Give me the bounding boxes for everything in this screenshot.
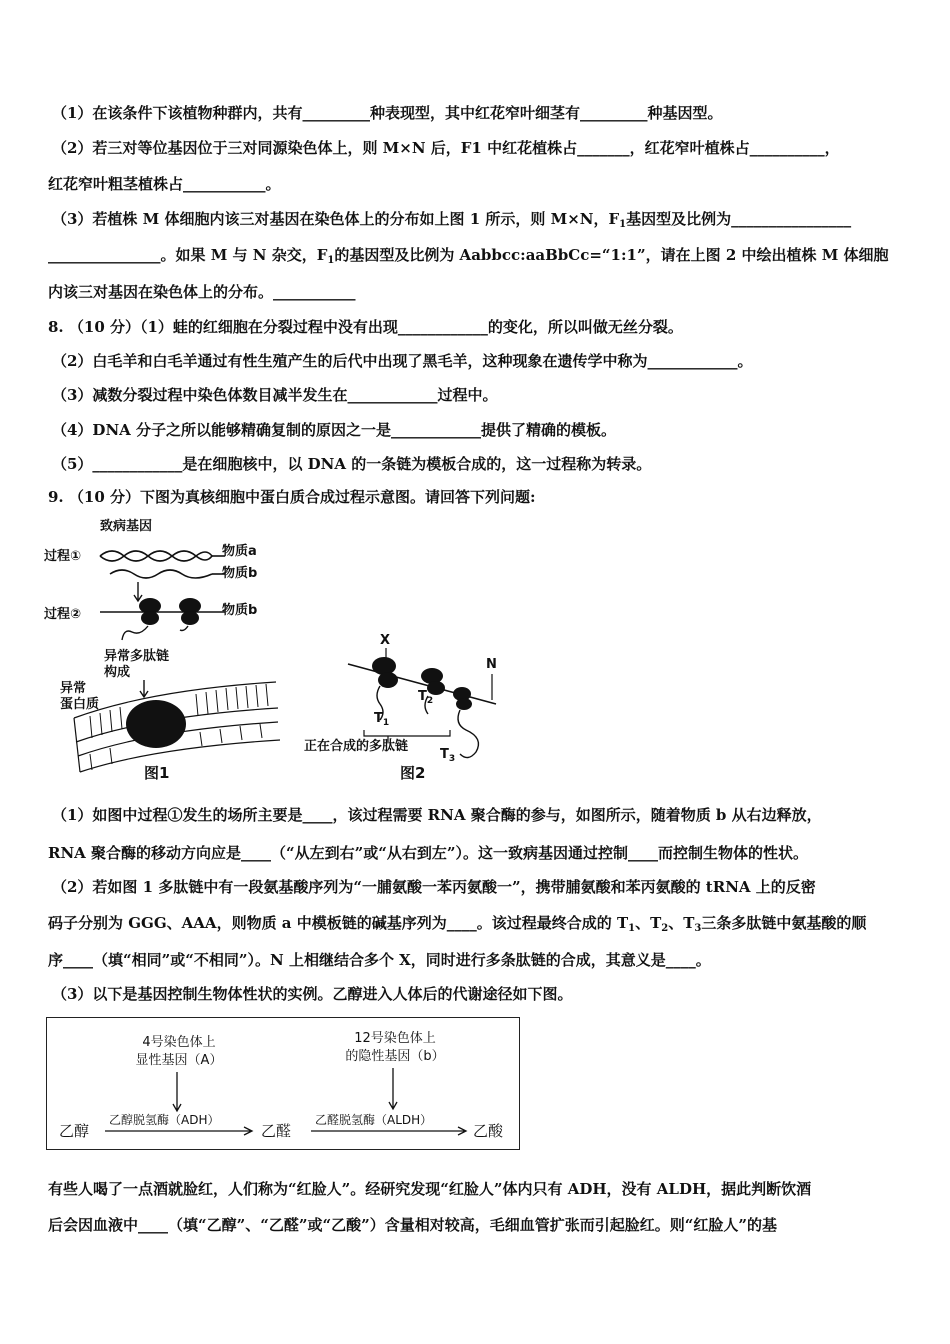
fig1-constitute: 构成: [104, 665, 131, 680]
subscript: 1: [628, 923, 636, 934]
fig1-caption: 图1: [144, 764, 170, 782]
q7-part3-line3: 内该三对基因在染色体上的分布。___________: [48, 283, 356, 301]
fig2-synthesizing-label: 正在合成的多肽链: [304, 739, 409, 754]
q9-paragraph-line2: 后会因血液中____（填“乙醇”、“乙醛”或“乙酸”）含量相对较高，毛细血管扩张而引起脸红。则“红脸人”的基: [48, 1216, 778, 1234]
ethanol: 乙醇: [59, 1122, 90, 1140]
figure-1: [40, 510, 300, 785]
metabolism-diagram: [46, 1017, 520, 1150]
figure-2: [300, 620, 520, 785]
acetic-acid: 乙酸: [473, 1122, 504, 1140]
fig1-process2-label: 过程②: [44, 607, 82, 622]
q8-part1: 8. （10 分）（1）蛙的红细胞在分裂过程中没有出现____________的变化，所以叫做无丝分裂。: [48, 318, 683, 336]
q8-part5: （5）____________是在细胞核中，以 DNA 的一条链为模板合成的，这一过程称为转录。: [52, 455, 652, 473]
metabolism-svg: [47, 1018, 519, 1149]
q9-part2-line1: （2）若如图 1 多肽链中有一段氨基酸序列为“一脯氨酸一苯丙氨酸一”，携带脯氨酸和苯丙氨酸的 tRNA 上的反密: [52, 878, 816, 896]
adh-enzyme: 乙醇脱氢酶（ADH）: [109, 1113, 220, 1127]
q8-part3: （3）减数分裂过程中染色体数目减半发生在____________过程中。: [52, 386, 498, 404]
fig1-abnormal-chain: 异常多肽链: [104, 649, 170, 664]
q7-part3-line2: [48, 245, 889, 271]
q9-part2-line3: 序____（填“相同”或“不相同”）。N 上相继结合多个 X，同时进行多条肽链的合成，其意义是____。: [48, 951, 711, 969]
fig2-t1: [374, 711, 389, 728]
t2-letter: T: [418, 689, 427, 704]
fig1-abnormal: 异常: [60, 681, 87, 696]
fig1-protein: 蛋白质: [60, 697, 100, 712]
fig1-arrow-down-2: [140, 680, 148, 697]
abnormal-protein: [126, 700, 186, 748]
q7-part2-line2: 红花窄叶粗茎植株占___________。: [48, 175, 281, 193]
text-segment: _______________。如果 M 与 N 杂交，F: [48, 246, 328, 264]
chr12-label: 12号染色体上: [354, 1031, 436, 1046]
fig2-n-label: N: [486, 657, 497, 672]
acetaldehyde: 乙醛: [261, 1122, 292, 1140]
arrow-acetaldehyde-to-acetic: [311, 1127, 466, 1135]
fig1-arrow-down: [134, 582, 142, 601]
q9-part2-line2: [48, 913, 866, 939]
text-segment: 、T: [668, 914, 695, 932]
text-segment: 码子分别为 GGG、AAA，则物质 a 中模板链的碱基序列为____。该过程最终合成的 T: [48, 914, 629, 932]
subscript: 1: [327, 255, 335, 266]
arrow-aldh-down: [389, 1068, 397, 1109]
fig1-process1-label: 过程①: [44, 549, 82, 564]
recessive-gene-label: 的隐性基因（b）: [345, 1049, 445, 1064]
q9-title: 9. （10 分）下图为真核细胞中蛋白质合成过程示意图。请回答下列问题:: [48, 488, 536, 506]
q9-paragraph-line1: 有些人喝了一点酒就脸红，人们称为“红脸人”。经研究发现“红脸人”体内只有 ADH，没有 ALDH，据此判断饮酒: [48, 1180, 812, 1198]
q9-part1-line2: RNA 聚合酶的移动方向应是____（“从左到右”或“从右到左”）。这一致病基因通过控制____而控制生物体的性状。: [48, 844, 809, 862]
subscript: 3: [694, 923, 702, 934]
polypeptide: [180, 626, 188, 631]
q7-part1: （1）在该条件下该植物种群内，共有_________种表现型，其中红花窄叶细茎有_________种基因型。: [52, 104, 723, 122]
t3-sub: 3: [448, 754, 456, 764]
q7-part3-line1: [52, 209, 851, 235]
fig2-x-label: X: [380, 633, 391, 648]
fig2-t3: [440, 747, 455, 764]
q8-part2: （2）白毛羊和白毛羊通过有性生殖产生的后代中出现了黑毛羊，这种现象在遗传学中称为____________。: [52, 352, 753, 370]
t1-letter: T: [374, 711, 383, 726]
text-segment: 的基因型及比例为 Aabbcc:aaBbCc=“1:1”，请在上图 2 中绘出植株 M 体细胞: [334, 246, 889, 264]
dominant-gene-label: 显性基因（A）: [135, 1053, 223, 1068]
arrow-adh-down: [173, 1072, 181, 1111]
subscript: 1: [619, 219, 627, 230]
subscript: 2: [661, 923, 669, 934]
q7-part2-line1: （2）若三对等位基因位于三对同源染色体上，则 M×N 后，F1 中红花植株占_______，红花窄叶植株占__________，: [52, 139, 840, 157]
fig2-caption: 图2: [400, 764, 426, 782]
text-segment: 三条多肽链中氨基酸的顺: [701, 914, 867, 932]
t2-sub: 2: [426, 696, 434, 706]
text-segment: （3）若植株 M 体细胞内该三对基因在染色体上的分布如上图 1 所示，则 M×N，F: [52, 210, 620, 228]
fig1-material-b2: 物质b: [222, 603, 258, 618]
q8-part4: （4）DNA 分子之所以能够精确复制的原因之一是____________提供了精确的模板。: [52, 421, 617, 439]
dna-double-helix: [100, 551, 225, 578]
aldh-enzyme: 乙醛脱氢酶（ALDH）: [315, 1113, 433, 1127]
t3-letter: T: [440, 747, 449, 762]
q9-part1-line1: （1）如图中过程①发生的场所主要是____，该过程需要 RNA 聚合酶的参与，如图所示，随着物质 b 从右边释放，: [52, 806, 822, 824]
fig1-material-a: 物质a: [222, 544, 257, 559]
chr4-label: 4号染色体上: [142, 1035, 216, 1050]
q9-part3: （3）以下是基因控制生物体性状的实例。乙醇进入人体后的代谢途径如下图。: [52, 985, 573, 1003]
text-segment: 基因型及比例为________________: [626, 210, 852, 228]
fig1-gene-label: 致病基因: [100, 519, 153, 534]
t1-sub: 1: [382, 718, 390, 728]
arrow-ethanol-to-acetaldehyde: [105, 1127, 252, 1135]
fig1-material-b: 物质b: [222, 566, 258, 581]
text-segment: 、T: [635, 914, 662, 932]
polypeptide: [122, 626, 148, 640]
